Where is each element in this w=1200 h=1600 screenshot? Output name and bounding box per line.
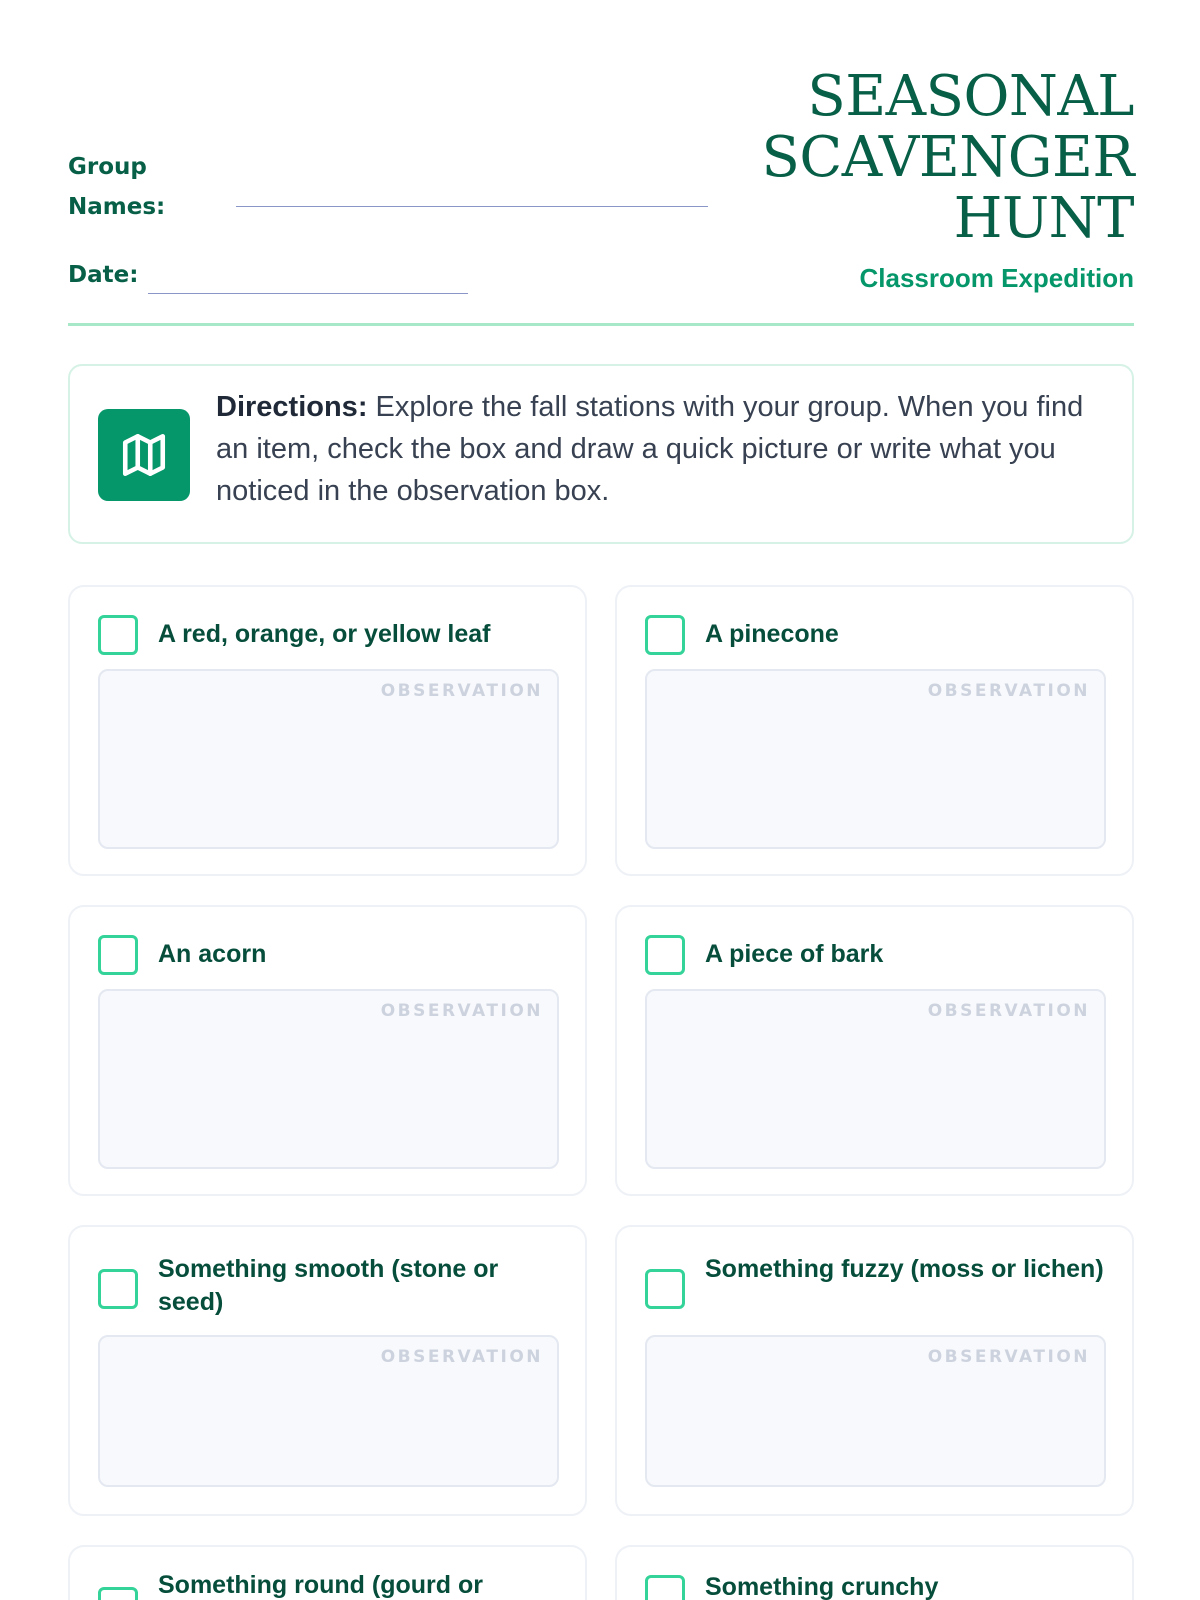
item-card bbox=[615, 905, 1134, 1196]
observation-label: OBSERVATION bbox=[380, 1001, 543, 1021]
observation-label: OBSERVATION bbox=[380, 681, 543, 701]
worksheet-header bbox=[68, 0, 1134, 326]
observation-label: OBSERVATION bbox=[927, 1347, 1090, 1367]
item-card bbox=[68, 905, 587, 1196]
group-names-label: Group Names: bbox=[68, 154, 166, 220]
group-names-line[interactable] bbox=[236, 206, 708, 207]
item-label: An acorn bbox=[158, 940, 267, 968]
directions-text bbox=[216, 386, 1110, 512]
item-label: Something crunchy bbox=[705, 1573, 939, 1600]
directions-panel bbox=[68, 364, 1134, 544]
item-checkbox[interactable] bbox=[98, 1587, 138, 1600]
item-checkbox[interactable] bbox=[645, 1575, 685, 1600]
item-card bbox=[615, 1225, 1134, 1516]
directions-body: Explore the fall stations with your group. When you find an item, check the box and draw a quick picture or write what you noticed in the observation box. bbox=[216, 391, 1084, 507]
item-checkbox[interactable] bbox=[98, 935, 138, 975]
item-checkbox[interactable] bbox=[98, 1269, 138, 1309]
item-card bbox=[68, 585, 587, 876]
item-label: A piece of bark bbox=[705, 940, 884, 968]
observation-box[interactable] bbox=[98, 1335, 559, 1487]
observation-box[interactable] bbox=[645, 1335, 1106, 1487]
item-card bbox=[615, 1545, 1134, 1600]
observation-box[interactable] bbox=[98, 989, 559, 1169]
item-card bbox=[68, 1225, 587, 1516]
observation-label: OBSERVATION bbox=[927, 1001, 1090, 1021]
item-label: A red, orange, or yellow leaf bbox=[158, 620, 491, 648]
observation-box[interactable] bbox=[98, 669, 559, 849]
title-block bbox=[762, 66, 1134, 294]
observation-label: OBSERVATION bbox=[380, 1347, 543, 1367]
item-label: Something fuzzy (moss or lichen) bbox=[705, 1255, 1104, 1283]
item-checkbox[interactable] bbox=[645, 615, 685, 655]
item-label: Something round (gourd or bbox=[158, 1571, 483, 1599]
item-card bbox=[615, 585, 1134, 876]
page-subtitle: Classroom Expedition bbox=[859, 263, 1134, 293]
observation-box[interactable] bbox=[645, 669, 1106, 849]
item-checkbox[interactable] bbox=[98, 615, 138, 655]
item-checkbox[interactable] bbox=[645, 1269, 685, 1309]
date-label: Date: bbox=[68, 262, 139, 288]
item-label: A pinecone bbox=[705, 620, 839, 648]
page-title: SEASONAL SCAVENGER HUNT bbox=[761, 64, 1134, 251]
map-icon bbox=[98, 409, 190, 501]
observation-box[interactable] bbox=[645, 989, 1106, 1169]
item-card bbox=[68, 1545, 587, 1600]
observation-label: OBSERVATION bbox=[927, 681, 1090, 701]
date-line[interactable] bbox=[148, 293, 468, 294]
item-checkbox[interactable] bbox=[645, 935, 685, 975]
directions-lead: Directions: bbox=[216, 391, 368, 423]
item-label: Something smooth (stone or seed) bbox=[158, 1255, 499, 1316]
